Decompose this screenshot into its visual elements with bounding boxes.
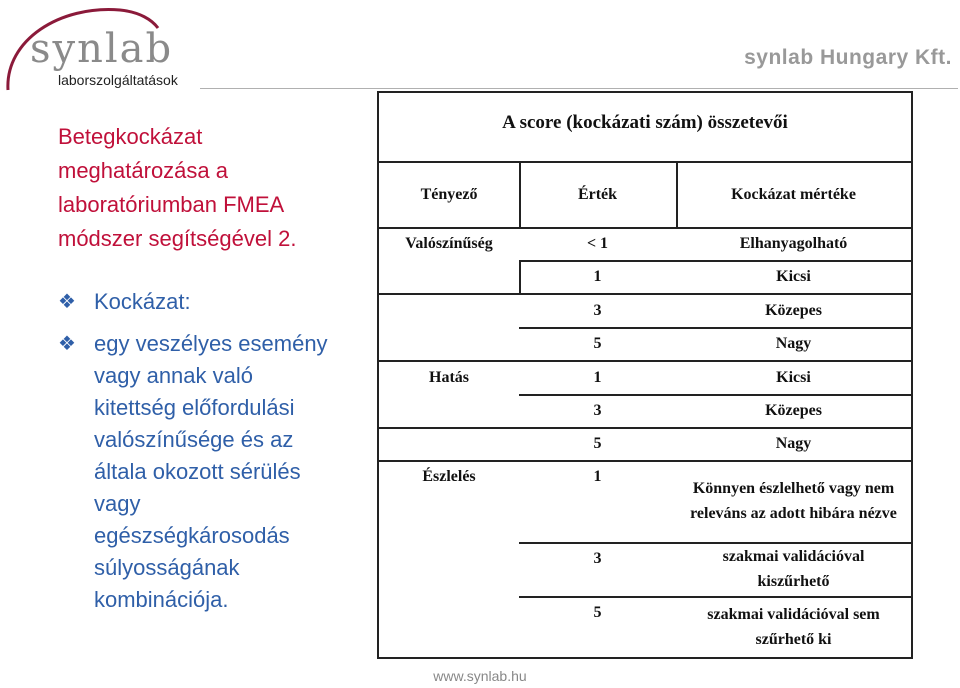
bullet-line: egy veszélyes esemény xyxy=(94,331,328,356)
table-row xyxy=(379,260,911,293)
cell-factor xyxy=(379,327,519,360)
cell-value: 5 xyxy=(593,604,602,621)
table-row xyxy=(379,327,911,360)
table-rule xyxy=(676,161,678,227)
table-row xyxy=(379,427,911,460)
table-row xyxy=(379,596,911,657)
cell-value: 5 xyxy=(593,435,602,452)
cell-value: 3 xyxy=(593,550,602,567)
bullet-item xyxy=(58,328,358,616)
table-rule xyxy=(519,596,911,598)
header-factor: Tényező xyxy=(420,185,478,203)
table-row xyxy=(379,227,911,260)
bullet-line: egészségkárosodás xyxy=(94,523,290,548)
cell-factor xyxy=(379,394,519,427)
table-rule xyxy=(379,460,911,462)
table-rule xyxy=(519,161,521,227)
cell-factor: Észlelés xyxy=(422,468,476,485)
title-line: meghatározása a xyxy=(58,158,228,183)
slide-title xyxy=(58,120,358,256)
title-line: laboratóriumban FMEA xyxy=(58,192,285,217)
cell-value: 3 xyxy=(593,402,602,419)
logo-subtitle: laborszolgáltatások xyxy=(58,72,178,88)
cell-factor xyxy=(379,596,519,657)
table-rule xyxy=(519,260,911,262)
cell-level: Nagy xyxy=(775,335,812,352)
cell-value: 1 xyxy=(593,368,602,386)
cell-value: < 1 xyxy=(586,235,609,252)
table-rule xyxy=(379,427,911,429)
table-rule xyxy=(519,260,521,293)
table-title: A score (kockázati szám) összetevői xyxy=(502,112,788,133)
header-divider xyxy=(200,88,958,89)
company-name: synlab Hungary Kft. xyxy=(744,46,952,69)
cell-factor xyxy=(379,542,519,596)
cell-level: szakmai validációval kiszűrhető xyxy=(722,548,865,590)
diamond-bullet-icon: ❖ xyxy=(58,291,76,313)
cell-level: Közepes xyxy=(765,301,822,319)
table-rule xyxy=(519,327,911,329)
header-level: Kockázat mértéke xyxy=(731,185,856,203)
cell-factor xyxy=(379,427,519,460)
cell-value: 3 xyxy=(593,301,602,319)
cell-level: Közepes xyxy=(765,402,822,419)
table-rule xyxy=(379,360,911,362)
table-rule xyxy=(519,542,911,544)
cell-level: Nagy xyxy=(775,435,812,452)
cell-factor: Hatás xyxy=(429,368,469,386)
cell-level: Kicsi xyxy=(776,268,811,285)
cell-value: 1 xyxy=(593,468,602,485)
table-row xyxy=(379,542,911,596)
bullet-line: vagy annak való xyxy=(94,363,253,388)
bullet-item xyxy=(58,286,358,318)
cell-factor: Valószínűség xyxy=(405,235,493,252)
table-header-row xyxy=(379,161,911,227)
title-line: Betegkockázat xyxy=(58,124,203,149)
table-rule xyxy=(379,293,911,295)
cell-factor xyxy=(379,293,519,327)
cell-factor xyxy=(379,260,519,293)
cell-level: szakmai validációval sem szűrhető ki xyxy=(707,605,880,648)
table-row xyxy=(379,360,911,394)
bullet-line: kitettség előfordulási xyxy=(94,395,295,420)
cell-value: 1 xyxy=(593,268,602,285)
header-value: Érték xyxy=(577,185,618,203)
synlab-logo xyxy=(0,0,190,95)
bullet-line: általa okozott sérülés xyxy=(94,459,301,484)
cell-value: 5 xyxy=(593,335,602,352)
table-rule xyxy=(379,227,911,229)
logo-wordmark: synlab xyxy=(30,26,174,72)
cell-level: Kicsi xyxy=(776,368,811,386)
cell-level: Elhanyagolható xyxy=(739,235,848,252)
bullet-list xyxy=(58,286,358,618)
table-row xyxy=(379,293,911,327)
table-rule xyxy=(519,394,911,396)
footer-url[interactable]: www.synlab.hu xyxy=(433,668,527,684)
bullet-line: súlyosságának xyxy=(94,555,240,580)
bullet-line: kombinációja. xyxy=(94,587,229,612)
diamond-bullet-icon: ❖ xyxy=(58,333,76,355)
bullet-line: valószínűsége és az xyxy=(94,427,294,452)
score-table xyxy=(377,91,913,659)
bullet-line: vagy xyxy=(94,491,141,516)
cell-level: Könnyen észlelhető vagy nem releváns az adott hibára nézve xyxy=(690,480,897,522)
title-line: módszer segítségével 2. xyxy=(58,226,297,251)
table-row xyxy=(379,394,911,427)
table-row xyxy=(379,460,911,542)
bullet-line: Kockázat: xyxy=(94,289,191,314)
